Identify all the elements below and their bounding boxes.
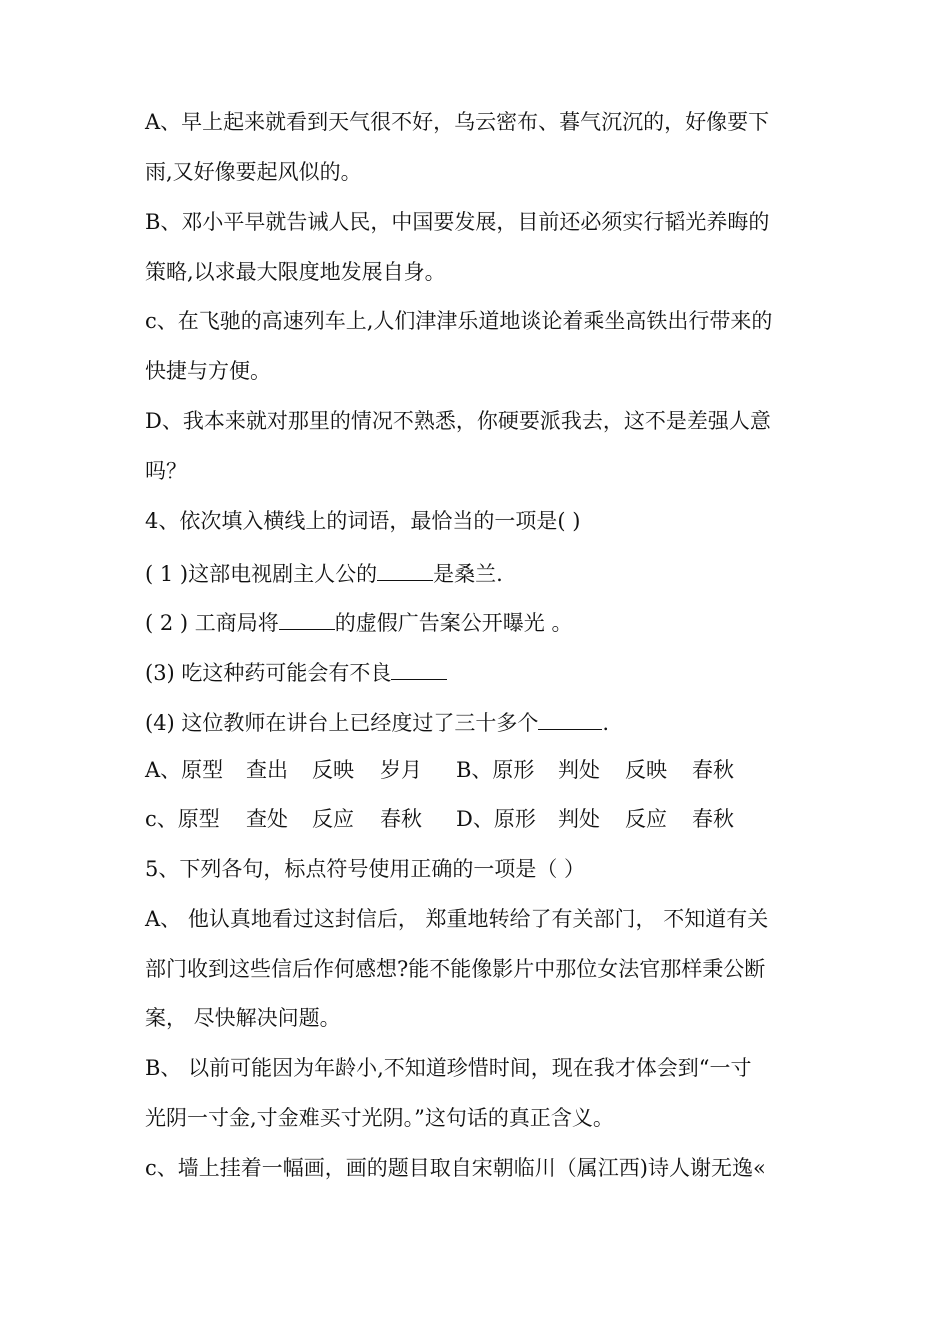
- q4-option-d-label: D、原形: [456, 807, 536, 831]
- q4-option-c-word-4: 春秋: [380, 807, 422, 831]
- q4-option-a-word-2: 查出: [246, 758, 288, 782]
- fill-item-4-after: .: [602, 711, 610, 735]
- q4-option-b-label: B、原形: [456, 758, 535, 782]
- q4-option-d-word-2: 判处: [558, 807, 600, 831]
- answer-blank-3[interactable]: [391, 655, 447, 680]
- q5-option-b-line-2: 光阴一寸金,寸金难买寸光阴。”这句话的真正含义。: [145, 1106, 614, 1130]
- answer-blank-4[interactable]: [538, 705, 602, 730]
- fill-item-1-before: ( 1 )这部电视剧主人公的: [145, 562, 378, 586]
- q5-option-a-line-2: 部门收到这些信后作何感想?能不能像影片中那位女法官那样秉公断: [145, 957, 766, 981]
- q4-option-a-word-4: 岁月: [380, 758, 422, 782]
- q4-option-a-word-3: 反映: [312, 758, 354, 782]
- q5-option-b-line-1: B、 以前可能因为年龄小,不知道珍惜时间，现在我才体会到“一寸: [145, 1056, 752, 1080]
- q5-option-a-line-1: A、 他认真地看过这封信后， 郑重地转给了有关部门， 不知道有关: [145, 907, 769, 931]
- q4-option-c-label: c、原型: [145, 807, 220, 831]
- q4-option-d-word-3: 反应: [625, 807, 667, 831]
- q5-option-a-line-3: 案， 尽快解决问题。: [145, 1006, 341, 1030]
- q4-option-a-label: A、原型: [145, 758, 224, 782]
- option-b-line-1: B、邓小平早就告诫人民，中国要发展，目前还必须实行韬光养晦的: [145, 210, 770, 234]
- fill-item-3: [145, 655, 447, 688]
- q4-option-b-word-4: 春秋: [692, 758, 734, 782]
- q5-option-c-line-1: c、墙上挂着一幅画，画的题目取自宋朝临川（属江西)诗人谢无逸«: [145, 1156, 766, 1180]
- q4-option-d-word-4: 春秋: [692, 807, 734, 831]
- option-d-line-2: 吗？: [145, 459, 187, 483]
- option-c-line-2: 快捷与方便。: [145, 359, 271, 383]
- fill-item-1: [145, 556, 503, 589]
- question-4-stem: 4、依次填入横线上的词语，最恰当的一项是( ): [145, 509, 581, 533]
- option-a-line-2: 雨,又好像要起风似的。: [145, 160, 362, 184]
- fill-item-2-before: ( 2 ) 工商局将: [145, 611, 279, 635]
- question-5-stem: 5、下列各句，标点符号使用正确的一项是（ ）: [145, 857, 586, 881]
- fill-item-4: [145, 705, 609, 738]
- fill-item-4-before: (4) 这位教师在讲台上已经度过了三十多个: [145, 711, 539, 735]
- option-a-line-1: A、早上起来就看到天气很不好，乌云密布、暮气沉沉的，好像要下: [145, 110, 770, 134]
- q4-option-b-word-3: 反映: [625, 758, 667, 782]
- option-b-line-2: 策略,以求最大限度地发展自身。: [145, 260, 446, 284]
- answer-blank-1[interactable]: [377, 556, 433, 581]
- q4-option-c-word-3: 反应: [312, 807, 354, 831]
- fill-item-1-after: 是桑兰.: [433, 562, 503, 586]
- q4-option-b-word-2: 判处: [558, 758, 600, 782]
- fill-item-3-before: (3) 吃这种药可能会有不良: [145, 661, 392, 685]
- fill-item-2-after: 的虚假广告案公开曝光 。: [334, 611, 573, 635]
- option-d-line-1: D、我本来就对那里的情况不熟悉，你硬要派我去，这不是差强人意: [145, 409, 771, 433]
- fill-item-2: [145, 605, 572, 638]
- answer-blank-2[interactable]: [279, 605, 335, 630]
- q4-option-c-word-2: 查处: [246, 807, 288, 831]
- option-c-line-1: c、在飞驰的高速列车上,人们津津乐道地谈论着乘坐高铁出行带来的: [145, 309, 773, 333]
